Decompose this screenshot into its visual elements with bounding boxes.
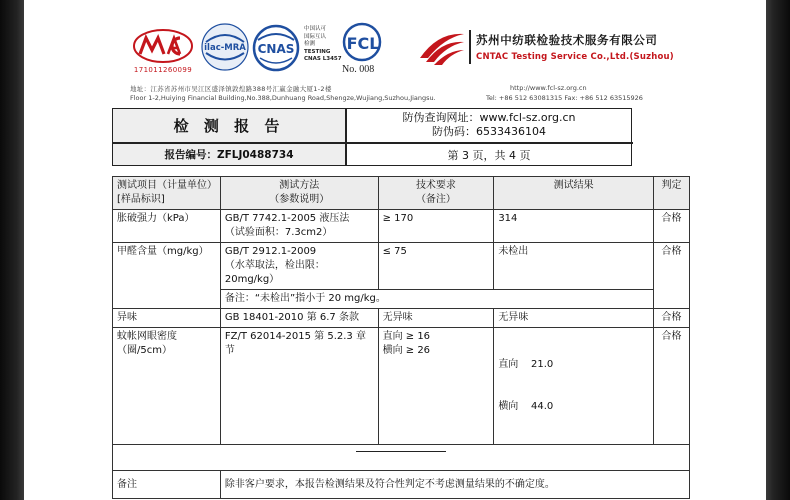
- cma-logo: [132, 28, 194, 76]
- column-header-judgement: 判定: [654, 177, 690, 210]
- remark-row: [113, 471, 690, 499]
- method-line: （水萃取法，检出限：20mg/kg）: [224, 260, 325, 285]
- requirement-cell: [378, 328, 494, 445]
- item-cell: 胀破强力（kPa）: [113, 210, 221, 243]
- cnas-line: 检测: [304, 41, 316, 48]
- result-cell: 无异味: [494, 309, 654, 328]
- cnas-line: TESTING: [304, 48, 331, 55]
- table-row: [113, 243, 690, 290]
- company-name-cn: 苏州中纺联检验技术服务有限公司: [476, 33, 658, 47]
- company-logo-icon: [418, 28, 466, 66]
- website: http://www.fcl-sz.org.cn: [510, 84, 587, 92]
- item-cell: [113, 328, 221, 445]
- item-cell: 甲醛含量（mg/kg）: [113, 243, 221, 309]
- verification-info: [347, 111, 631, 139]
- svg-text:FCL: FCL: [346, 34, 380, 53]
- viewer-left-edge: [0, 0, 24, 500]
- header-line: 测试项目（计量单位）: [117, 180, 217, 191]
- ilac-mra-logo: [200, 22, 250, 72]
- item-line: 蚊帐网眼密度: [117, 331, 177, 342]
- cnas-line: CNAS L3457: [304, 56, 342, 63]
- requirement-cell: ≤ 75: [378, 243, 494, 290]
- table-row: [113, 309, 690, 328]
- tel-fax: Tel: +86 512 63081315 Fax: +86 512 63515926: [486, 94, 643, 102]
- judgement-cell: 合格: [654, 309, 690, 328]
- requirement-line: 直向 ≥ 16: [382, 331, 431, 342]
- svg-text:CNAS: CNAS: [257, 42, 295, 56]
- result-cell: [494, 328, 654, 445]
- fcl-number: No. 008: [342, 64, 375, 75]
- cma-code: 171011260099: [133, 66, 193, 74]
- page-info: 第 3 页，共 4 页: [447, 148, 531, 162]
- verification-code: 防伪码：6533436104: [432, 125, 546, 138]
- method-cell: GB 18401-2010 第 6.7 条款: [220, 309, 378, 328]
- address-cn: 地址：江苏省苏州市吴江区盛泽镇敦煌路388号汇赢金融大厦1-2楼: [130, 85, 332, 93]
- header-line: （备注）: [415, 194, 456, 205]
- company-divider: [469, 30, 471, 64]
- item-cell: 异味: [113, 309, 221, 328]
- header-line: [样品标识]: [117, 194, 165, 205]
- table-row: [113, 210, 690, 243]
- method-cell: [220, 328, 378, 445]
- result-cell: 314: [494, 210, 654, 243]
- fcl-logo: [340, 22, 390, 78]
- header-line: （参数说明）: [269, 194, 330, 205]
- table-row: [113, 328, 690, 445]
- end-of-data-line: [356, 451, 446, 452]
- column-header-item: [113, 177, 221, 210]
- requirement-line: 横向 ≥ 26: [382, 345, 431, 356]
- header-line: 技术要求: [415, 180, 456, 191]
- report-header-box: [112, 108, 632, 166]
- method-line: （试验面积：7.3cm2）: [224, 227, 333, 238]
- end-marker-cell: [113, 445, 690, 471]
- company-name-en: CNTAC Testing Service Co.,Ltd.(Suzhou): [476, 52, 674, 62]
- remark-label: 备注: [113, 471, 221, 499]
- cnas-line: 国际互认: [304, 33, 327, 40]
- judgement-cell: 合格: [654, 210, 690, 243]
- method-cell: [220, 210, 378, 243]
- table-header-row: [113, 177, 690, 210]
- result-cell: 未检出: [494, 243, 654, 290]
- svg-text:ilac-MRA: ilac-MRA: [204, 43, 246, 53]
- item-line: （圈/5cm）: [117, 345, 172, 356]
- judgement-cell: 合格: [654, 243, 690, 309]
- column-header-result: 测试结果: [494, 177, 654, 210]
- requirement-cell: 无异味: [378, 309, 494, 328]
- report-page: [24, 0, 766, 500]
- address-en: Floor 1-2,Huiying Financial Building,No.388,Dunhuang Road,Shengze,Wujiang,Suzhou,Jiangsu.: [130, 94, 436, 102]
- column-header-method: [220, 177, 378, 210]
- method-line: 节: [224, 345, 235, 356]
- results-table: [112, 176, 690, 499]
- end-marker-row: [113, 445, 690, 471]
- result-line: 横向 44.0: [498, 401, 554, 412]
- method-line: FZ/T 62014-2015 第 5.2.3 章: [224, 331, 366, 342]
- note-cell: 备注：“未检出”指小于 20 mg/kg。: [220, 290, 653, 309]
- header-line: 测试方法: [279, 180, 320, 191]
- judgement-cell: 合格: [654, 328, 690, 445]
- report-title: 检 测 报 告: [113, 109, 345, 142]
- header-divider: [113, 142, 633, 144]
- verification-site: 防伪查询网址：www.fcl-sz.org.cn: [402, 111, 576, 124]
- viewer-right-edge: [766, 0, 790, 500]
- method-cell: [220, 243, 378, 290]
- method-line: GB/T 2912.1-2009: [224, 246, 317, 257]
- header-divider: [345, 109, 347, 165]
- requirement-cell: ≥ 170: [378, 210, 494, 243]
- result-line: 直向 21.0: [498, 359, 554, 370]
- method-line: GB/T 7742.1-2005 液压法: [224, 213, 350, 224]
- cnas-logo: [252, 24, 300, 72]
- cnas-line: 中国认可: [304, 26, 327, 32]
- column-header-requirement: [378, 177, 494, 210]
- report-number: 报告编号：ZFLJ0488734: [113, 144, 345, 165]
- remark-text: 除非客户要求，本报告检测结果及符合性判定不考虑测量结果的不确定度。: [220, 471, 689, 499]
